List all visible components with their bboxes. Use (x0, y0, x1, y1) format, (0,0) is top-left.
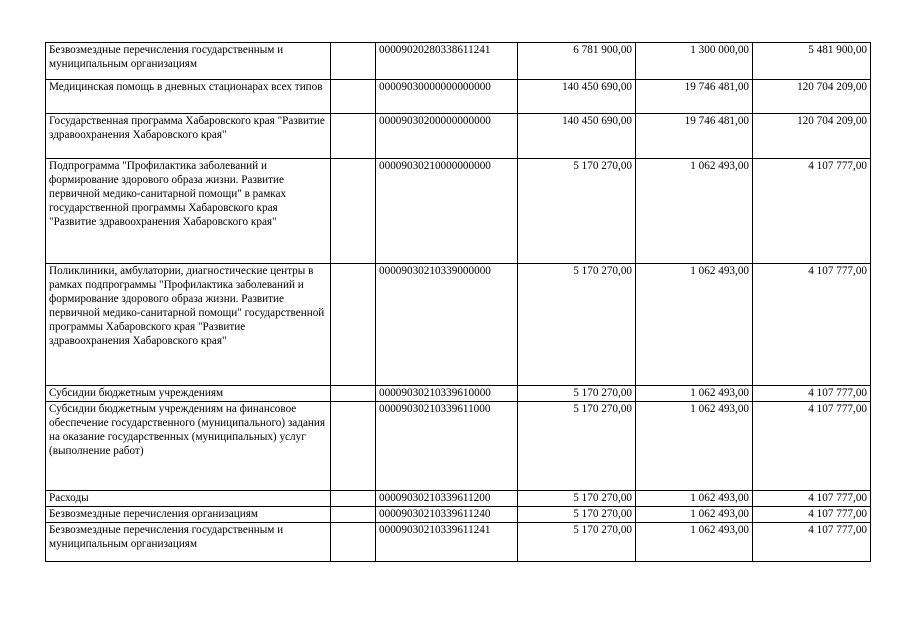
row-code-cell: 00009030210339000000 (376, 264, 518, 386)
row-value-3-cell: 4 107 777,00 (753, 401, 871, 490)
row-value-3-cell: 4 107 777,00 (753, 522, 871, 561)
row-value-2-cell: 1 062 493,00 (636, 401, 753, 490)
row-value-3-cell: 4 107 777,00 (753, 490, 871, 506)
row-value-1-cell: 140 450 690,00 (518, 80, 636, 114)
row-value-3-cell: 4 107 777,00 (753, 506, 871, 522)
table-row (46, 264, 871, 386)
row-value-1-cell: 5 170 270,00 (518, 386, 636, 402)
empty-cell (331, 401, 376, 490)
row-name-cell: Расходы (46, 490, 331, 506)
row-value-1-cell: 140 450 690,00 (518, 114, 636, 159)
row-value-2-cell: 1 062 493,00 (636, 490, 753, 506)
table-row (46, 80, 871, 114)
row-value-2-cell: 1 062 493,00 (636, 506, 753, 522)
empty-cell (331, 490, 376, 506)
row-name-cell: Безвозмездные перечисления государственным и муниципальным организациям (46, 522, 331, 561)
table-row (46, 159, 871, 264)
row-value-1-cell: 5 170 270,00 (518, 159, 636, 264)
empty-cell (331, 114, 376, 159)
table-row (46, 386, 871, 402)
empty-cell (331, 506, 376, 522)
row-name-cell: Поликлиники, амбулатории, диагностические центры в рамках подпрограммы "Профилактика заболеваний и формирование здорового образа жизни. Развитие первичной медико-санитарной помощи" государственной программы Хабаровского края "Развитие здравоохранения Хабаровского края" (46, 264, 331, 386)
row-value-3-cell: 5 481 900,00 (753, 43, 871, 80)
row-value-3-cell: 4 107 777,00 (753, 386, 871, 402)
row-value-2-cell: 1 062 493,00 (636, 159, 753, 264)
row-code-cell: 00009020280338611241 (376, 43, 518, 80)
row-value-2-cell: 19 746 481,00 (636, 114, 753, 159)
table-row (46, 506, 871, 522)
row-value-2-cell: 1 062 493,00 (636, 522, 753, 561)
table-row (46, 43, 871, 80)
row-name-cell: Безвозмездные перечисления организациям (46, 506, 331, 522)
row-name-cell: Субсидии бюджетным учреждениям на финансовое обеспечение государственного (муниципального) задания на оказание государственных (муниципальных) услуг (выполнение работ) (46, 401, 331, 490)
table-row (46, 114, 871, 159)
row-code-cell: 00009030210339611200 (376, 490, 518, 506)
empty-cell (331, 159, 376, 264)
row-value-1-cell: 5 170 270,00 (518, 401, 636, 490)
row-code-cell: 00009030210339611241 (376, 522, 518, 561)
row-code-cell: 00009030000000000000 (376, 80, 518, 114)
row-code-cell: 00009030200000000000 (376, 114, 518, 159)
row-name-cell: Безвозмездные перечисления государственным и муниципальным организациям (46, 43, 331, 80)
row-value-3-cell: 120 704 209,00 (753, 80, 871, 114)
row-value-1-cell: 5 170 270,00 (518, 490, 636, 506)
row-code-cell: 00009030210339610000 (376, 386, 518, 402)
row-name-cell: Подпрограмма "Профилактика заболеваний и формирование здорового образа жизни. Развитие первичной медико-санитарной помощи" в рамках государственной программы Хабаровского края "Развитие здравоохранения Хабаровского края" (46, 159, 331, 264)
row-code-cell: 00009030210339611240 (376, 506, 518, 522)
table-row (46, 490, 871, 506)
table-row (46, 401, 871, 490)
row-name-cell: Субсидии бюджетным учреждениям (46, 386, 331, 402)
row-value-3-cell: 120 704 209,00 (753, 114, 871, 159)
row-name-cell: Государственная программа Хабаровского края "Развитие здравоохранения Хабаровского края" (46, 114, 331, 159)
empty-cell (331, 264, 376, 386)
row-code-cell: 00009030210000000000 (376, 159, 518, 264)
row-value-1-cell: 5 170 270,00 (518, 506, 636, 522)
row-code-cell: 00009030210339611000 (376, 401, 518, 490)
empty-cell (331, 386, 376, 402)
table-row (46, 522, 871, 561)
document-page (45, 42, 871, 562)
row-value-2-cell: 19 746 481,00 (636, 80, 753, 114)
empty-cell (331, 43, 376, 80)
row-value-1-cell: 5 170 270,00 (518, 264, 636, 386)
row-value-2-cell: 1 062 493,00 (636, 386, 753, 402)
row-value-3-cell: 4 107 777,00 (753, 159, 871, 264)
empty-cell (331, 522, 376, 561)
row-name-cell: Медицинская помощь в дневных стационарах всех типов (46, 80, 331, 114)
row-value-2-cell: 1 300 000,00 (636, 43, 753, 80)
row-value-2-cell: 1 062 493,00 (636, 264, 753, 386)
empty-cell (331, 80, 376, 114)
row-value-1-cell: 6 781 900,00 (518, 43, 636, 80)
budget-table (45, 42, 871, 562)
row-value-1-cell: 5 170 270,00 (518, 522, 636, 561)
row-value-3-cell: 4 107 777,00 (753, 264, 871, 386)
